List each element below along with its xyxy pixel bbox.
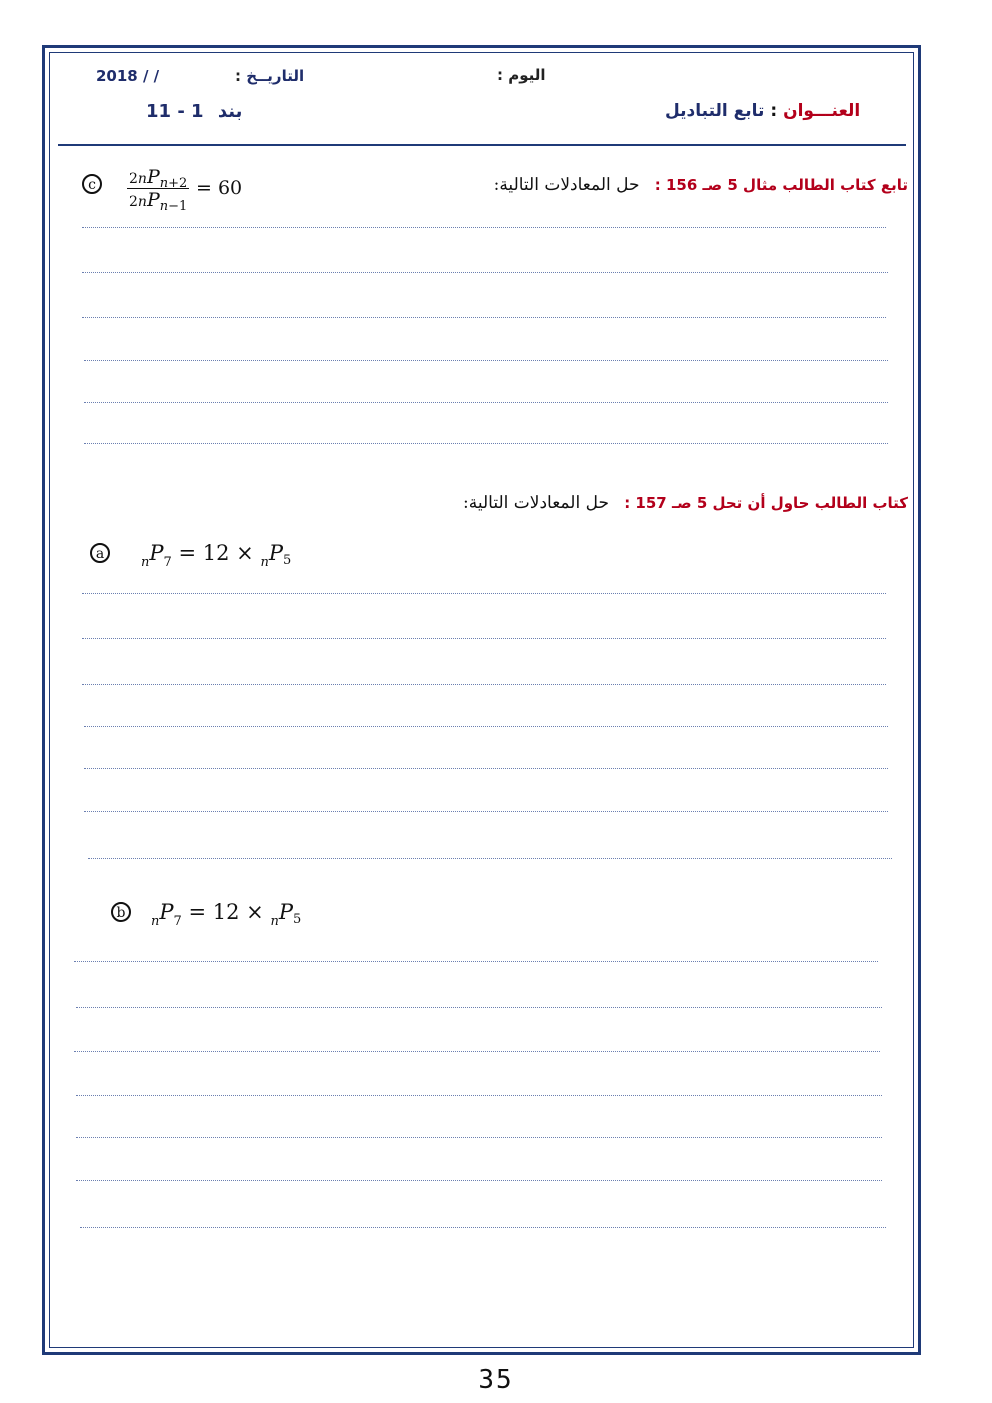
answer-line xyxy=(80,1227,886,1228)
equation-b: $_nP_7 = 12 \times _nP5$ xyxy=(151,900,302,929)
lesson-title: العنـــوان : تابع التباديل xyxy=(665,101,861,121)
equation-b-middle: = 12 × xyxy=(188,900,264,924)
equation-a: $_nP_7 = 12 \times _nP5$ xyxy=(141,541,292,570)
answer-line xyxy=(84,811,888,812)
page-border-inner xyxy=(49,52,914,1348)
task2-instruction: حل المعادلات التالية: xyxy=(463,493,609,513)
section-ref xyxy=(146,101,242,122)
equation-c-fraction: $\frac{\text{2nPn+2}}{\text{2nPn−1}}$ xyxy=(129,166,188,214)
part-c-badge: c xyxy=(82,174,102,194)
answer-line xyxy=(84,402,888,403)
answer-line xyxy=(84,726,888,727)
equation-c-rhs: = 60 xyxy=(195,177,243,199)
answer-line xyxy=(76,1137,882,1138)
equation-c xyxy=(127,166,243,214)
answer-line xyxy=(82,317,886,318)
answer-line xyxy=(88,858,892,859)
answer-line xyxy=(82,593,886,594)
answer-line xyxy=(82,272,888,273)
answer-line xyxy=(76,1007,882,1008)
part-a-badge: a xyxy=(90,543,110,563)
answer-line xyxy=(76,1180,882,1181)
day-label: اليوم : xyxy=(497,66,546,84)
answer-line xyxy=(76,1095,882,1096)
task1-instruction: حل المعادلات التالية: xyxy=(493,175,640,195)
section-value: 11 - 1 xyxy=(146,101,204,122)
part-b-badge: b xyxy=(111,902,131,922)
date-label: التاريــخ xyxy=(246,67,305,85)
answer-line xyxy=(84,768,888,769)
answer-line xyxy=(82,227,886,228)
equation-a-middle: = 12 × xyxy=(178,541,254,565)
answer-line xyxy=(74,1051,880,1052)
task2-heading xyxy=(463,493,908,513)
date-field: التاريــخ : xyxy=(235,67,305,85)
section-label: بند xyxy=(217,101,243,122)
answer-line xyxy=(84,443,888,444)
header-divider xyxy=(58,144,906,146)
answer-line xyxy=(74,961,878,962)
date-value: 2018 / / xyxy=(96,67,160,85)
title-value: تابع التباديل xyxy=(665,101,765,121)
task1-source: تابع كتاب الطالب مثال 5 صـ 156 : xyxy=(654,176,908,194)
page-number: 35 xyxy=(478,1365,514,1395)
task1-heading xyxy=(494,175,908,195)
answer-line xyxy=(82,638,886,639)
answer-line xyxy=(84,360,888,361)
answer-line xyxy=(82,684,886,685)
title-label: العنـــوان xyxy=(783,101,861,121)
task2-source: كتاب الطالب حاول أن تحل 5 صـ 157 : xyxy=(624,494,908,512)
